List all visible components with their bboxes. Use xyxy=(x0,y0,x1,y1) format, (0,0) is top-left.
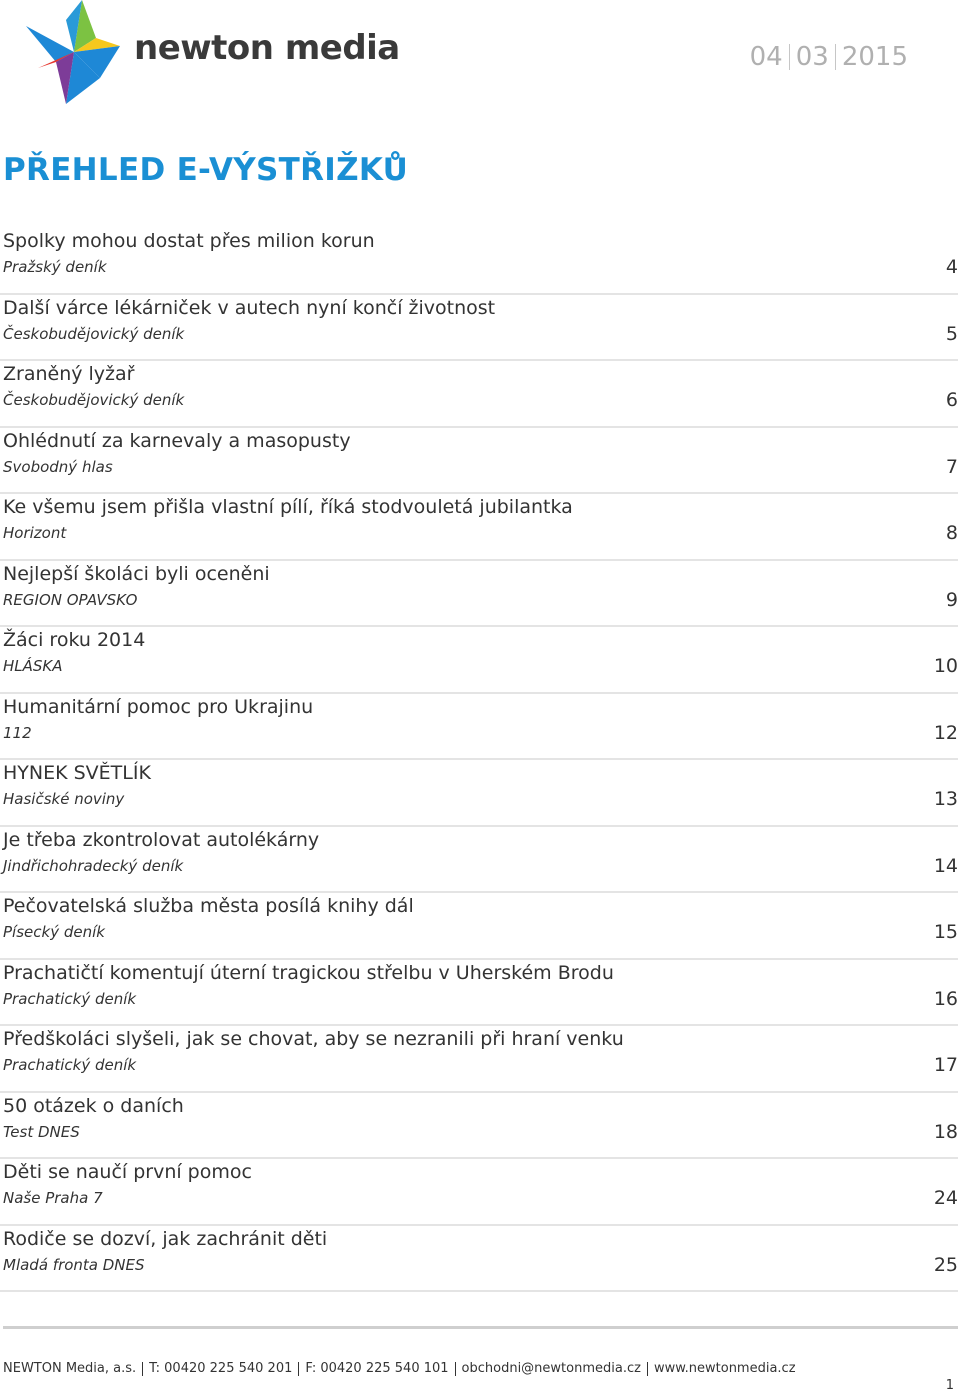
article-source: HLÁSKA xyxy=(3,657,63,675)
newton-media-logo xyxy=(26,0,122,106)
list-item[interactable] xyxy=(0,827,958,894)
article-title[interactable]: Zraněný lyžař xyxy=(3,363,135,385)
date-month: 03 xyxy=(795,42,829,72)
list-item[interactable] xyxy=(0,627,958,694)
list-item[interactable] xyxy=(0,1093,958,1160)
date-day: 04 xyxy=(749,42,783,72)
footer-separator xyxy=(142,1362,143,1376)
list-item[interactable] xyxy=(0,428,958,495)
clippings-list xyxy=(0,228,958,1292)
article-page: 17 xyxy=(933,1054,958,1076)
article-title[interactable]: HYNEK SVĚTLÍK xyxy=(3,762,151,784)
article-title[interactable]: Nejlepší školáci byli oceněni xyxy=(3,562,270,585)
list-item[interactable] xyxy=(0,1159,958,1226)
article-source: REGION OPAVSKO xyxy=(3,590,138,609)
article-source: Písecký deník xyxy=(3,923,105,941)
page-title: PŘEHLED E-VÝSTŘIŽKŮ xyxy=(3,152,409,188)
list-item[interactable] xyxy=(0,760,958,827)
report-date xyxy=(750,42,908,72)
article-source: Naše Praha 7 xyxy=(3,1189,103,1207)
footer-divider xyxy=(3,1326,958,1329)
article-page: 12 xyxy=(933,721,958,744)
article-title[interactable]: Ke všemu jsem přišla vlastní pílí, říká stodvouletá jubilantka xyxy=(3,496,573,518)
article-source: Horizont xyxy=(3,524,67,542)
footer-email-link[interactable]: obchodni@newtonmedia.cz xyxy=(461,1361,641,1376)
article-title[interactable]: Ohlédnutí za karnevaly a masopusty xyxy=(3,429,351,452)
footer-fax: F: 00420 225 540 101 xyxy=(305,1361,449,1376)
list-item[interactable] xyxy=(0,1026,958,1093)
article-title[interactable]: Je třeba zkontrolovat autolékárny xyxy=(3,828,320,851)
list-item[interactable] xyxy=(0,494,958,561)
article-title[interactable]: 50 otázek o daních xyxy=(3,1094,184,1117)
article-page: 8 xyxy=(945,522,958,544)
list-item[interactable] xyxy=(0,295,958,362)
article-title[interactable]: Předškoláci slyšeli, jak se chovat, aby se nezranili při hraní venku xyxy=(3,1028,624,1050)
article-title[interactable]: Pečovatelská služba města posílá knihy dál xyxy=(3,895,414,917)
article-source: Jindřichohradecký deník xyxy=(3,856,184,875)
footer xyxy=(3,1361,796,1376)
list-item[interactable] xyxy=(0,893,958,960)
date-year: 2015 xyxy=(841,42,908,72)
brand-name: newton media xyxy=(134,28,400,68)
list-item[interactable] xyxy=(0,561,958,628)
article-page: 9 xyxy=(945,588,958,611)
article-page: 24 xyxy=(933,1187,958,1209)
article-title[interactable]: Žáci roku 2014 xyxy=(3,629,146,651)
article-page: 7 xyxy=(945,455,958,478)
list-item[interactable] xyxy=(0,960,958,1027)
article-title[interactable]: Rodiče se dozví, jak zachránit děti xyxy=(3,1227,328,1250)
article-page: 13 xyxy=(933,788,958,810)
list-item[interactable] xyxy=(0,1226,958,1293)
footer-separator xyxy=(647,1362,648,1376)
footer-company: NEWTON Media, a.s. xyxy=(3,1361,137,1376)
article-title[interactable]: Děti se naučí první pomoc xyxy=(3,1161,252,1183)
article-title[interactable]: Další várce lékárniček v autech nyní končí životnost xyxy=(3,296,496,319)
article-page: 10 xyxy=(933,655,958,677)
article-source: Českobudějovický deník xyxy=(3,391,185,409)
article-page: 5 xyxy=(945,322,958,345)
article-page: 6 xyxy=(945,389,958,411)
article-title[interactable]: Spolky mohou dostat přes milion korun xyxy=(3,230,375,252)
article-source: Prachatický deník xyxy=(3,1056,137,1074)
article-page: 16 xyxy=(933,987,958,1010)
page-number: 1 xyxy=(945,1378,954,1393)
list-item[interactable] xyxy=(0,228,958,295)
article-page: 14 xyxy=(933,854,958,877)
article-page: 15 xyxy=(933,921,958,943)
article-source: Pražský deník xyxy=(3,258,107,276)
article-source: Test DNES xyxy=(3,1122,80,1141)
footer-separator xyxy=(298,1362,299,1376)
footer-separator xyxy=(455,1362,456,1376)
article-title[interactable]: Prachatičtí komentují úterní tragickou střelbu v Uherském Brodu xyxy=(3,961,614,984)
date-separator xyxy=(835,44,836,70)
article-source: Svobodný hlas xyxy=(3,457,113,476)
article-source: 112 xyxy=(3,723,32,742)
article-source: Českobudějovický deník xyxy=(3,324,185,343)
article-page: 18 xyxy=(933,1120,958,1143)
list-item[interactable] xyxy=(0,694,958,761)
list-item[interactable] xyxy=(0,361,958,428)
article-source: Mladá fronta DNES xyxy=(3,1255,145,1274)
article-page: 4 xyxy=(945,256,958,278)
footer-web-link[interactable]: www.newtonmedia.cz xyxy=(653,1361,796,1376)
article-source: Prachatický deník xyxy=(3,989,137,1008)
footer-phone: T: 00420 225 540 201 xyxy=(149,1361,293,1376)
article-page: 25 xyxy=(933,1253,958,1276)
article-source: Hasičské noviny xyxy=(3,790,125,808)
article-title[interactable]: Humanitární pomoc pro Ukrajinu xyxy=(3,695,314,718)
date-separator xyxy=(789,44,790,70)
